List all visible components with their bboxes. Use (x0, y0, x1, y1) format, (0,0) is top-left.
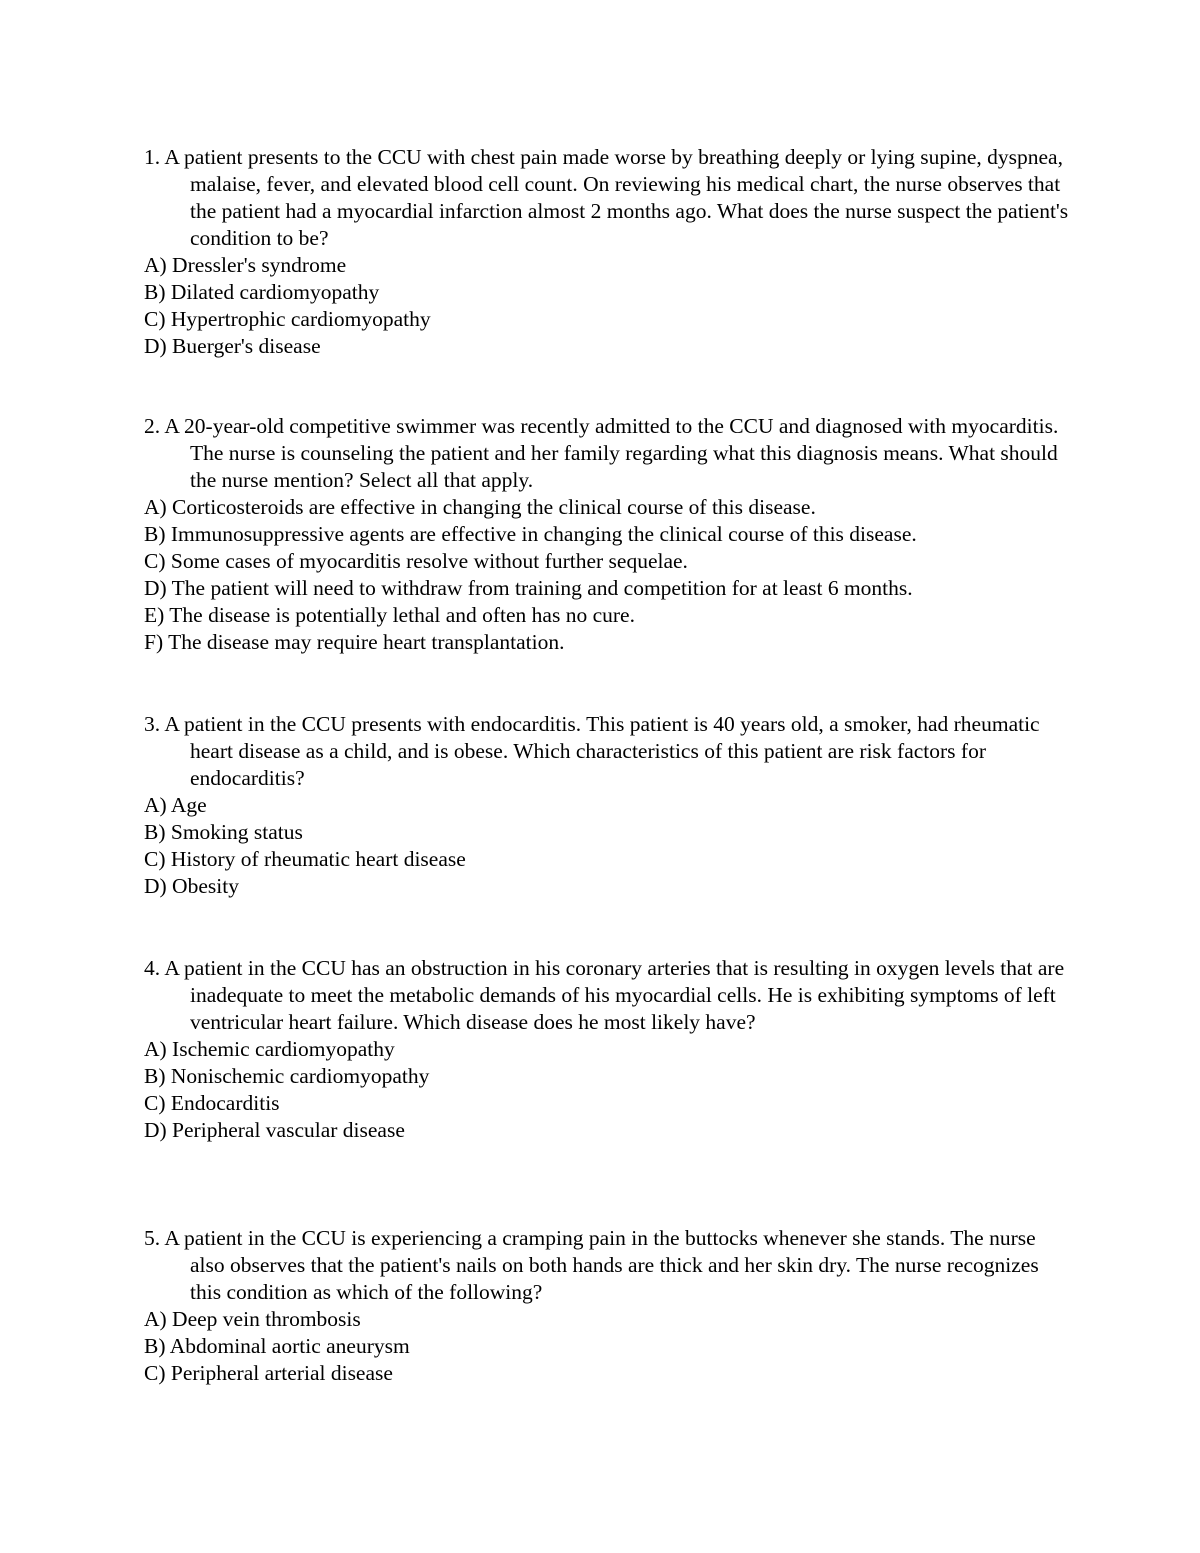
answer-option-d: D) Peripheral vascular disease (144, 1118, 405, 1142)
question-stem: 1. A patient presents to the CCU with chest pain made worse by breathing deeply or lying supine, dyspnea, malaise, fever, and elevated blood cell count. On reviewing his medical chart, the nurse observes that the patient had a myocardial infarction almost 2 months ago. What does the nurse suspect the patient's condition to be? (144, 145, 1069, 250)
question-stem: 5. A patient in the CCU is experiencing a cramping pain in the buttocks whenever she stands. The nurse also observes that the patient's nails on both hands are thick and her skin dry. The nurse recognizes this condition as which of the following? (144, 1226, 1039, 1304)
answer-option-a: A) Ischemic cardiomyopathy (144, 1037, 395, 1061)
question-3 (144, 711, 1074, 900)
answer-option-a: A) Deep vein thrombosis (144, 1307, 361, 1331)
question-stem: 2. A 20-year-old competitive swimmer was recently admitted to the CCU and diagnosed with myocarditis. The nurse is counseling the patient and her family regarding what this diagnosis means. What should the nurse mention? Select all that apply. (144, 414, 1059, 492)
question-2 (144, 413, 1074, 656)
question-4 (144, 955, 1074, 1144)
answer-options (144, 1036, 1074, 1144)
answer-option-d: D) Obesity (144, 874, 239, 898)
answer-option-b: B) Dilated cardiomyopathy (144, 280, 380, 304)
answer-option-a: A) Dressler's syndrome (144, 253, 347, 277)
answer-options (144, 1306, 1074, 1387)
question-stem: 4. A patient in the CCU has an obstruction in his coronary arteries that is resulting in oxygen levels that are inadequate to meet the metabolic demands of his myocardial cells. He is exhibiting symptoms of left ventricular heart failure. Which disease does he most likely have? (144, 956, 1065, 1034)
answer-option-d: D) Buerger's disease (144, 334, 321, 358)
question-1 (144, 144, 1074, 360)
answer-option-b: B) Immunosuppressive agents are effective in changing the clinical course of this disease. (144, 522, 917, 546)
answer-option-b: B) Nonischemic cardiomyopathy (144, 1064, 430, 1088)
answer-options (144, 792, 1074, 900)
answer-option-a: A) Age (144, 793, 207, 817)
answer-options (144, 252, 1074, 360)
answer-option-c: C) Endocarditis (144, 1091, 280, 1115)
answer-options (144, 494, 1074, 656)
answer-option-c: C) Peripheral arterial disease (144, 1361, 393, 1385)
answer-option-e: E) The disease is potentially lethal and often has no cure. (144, 603, 635, 627)
answer-option-b: B) Abdominal aortic aneurysm (144, 1334, 410, 1358)
answer-option-c: C) Some cases of myocarditis resolve without further sequelae. (144, 549, 688, 573)
answer-option-b: B) Smoking status (144, 820, 303, 844)
answer-option-f: F) The disease may require heart transplantation. (144, 630, 565, 654)
answer-option-c: C) History of rheumatic heart disease (144, 847, 466, 871)
question-5 (144, 1225, 1074, 1387)
answer-option-a: A) Corticosteroids are effective in changing the clinical course of this disease. (144, 495, 816, 519)
answer-option-c: C) Hypertrophic cardiomyopathy (144, 307, 431, 331)
answer-option-d: D) The patient will need to withdraw from training and competition for at least 6 months. (144, 576, 913, 600)
question-stem: 3. A patient in the CCU presents with endocarditis. This patient is 40 years old, a smoker, had rheumatic heart disease as a child, and is obese. Which characteristics of this patient are risk factors for endocarditis? (144, 712, 1040, 790)
